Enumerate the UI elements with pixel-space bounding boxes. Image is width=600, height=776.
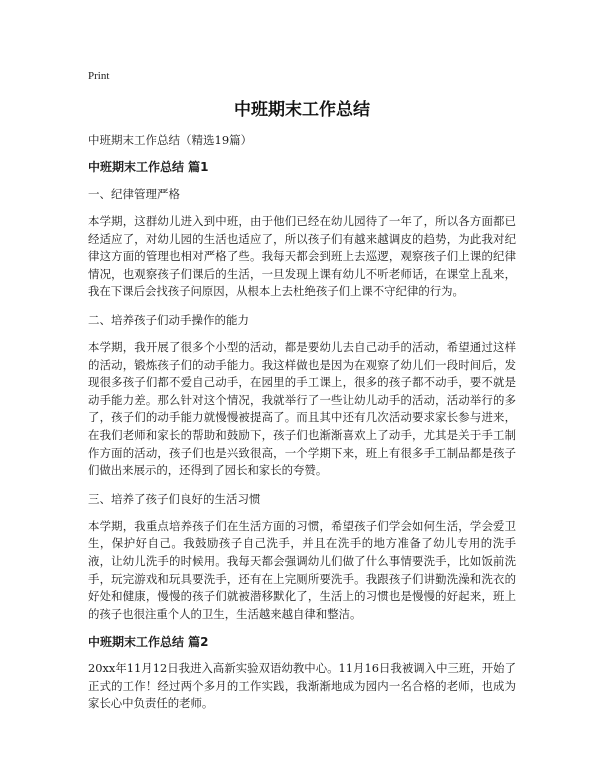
sub-heading: 二、培养孩子们动手操作的能力 xyxy=(88,312,249,327)
section-heading: 中班期末工作总结 篇2 xyxy=(88,635,209,650)
section-2 xyxy=(88,633,516,713)
paragraph: 本学期，我开展了很多个小型的活动，都是要幼儿去自己动手的活动，希望通过这样的活动，锻炼孩子们的动手能力。我这样做也是因为在观察了幼儿们一段时间后，发现很多孩子们都不爱自己动手，在园里的手工课上，很多的孩子都不动手，要不就是动手能力差。那么针对这个情况，我就举行了一些让幼儿动手的活动，活动举行的多了，孩子们的动手能力就慢慢被提高了。而且其中还有几次活动要求家长参与进来，在我们老师和家长的帮助和鼓励下，孩子们也渐渐喜欢上了动手，尤其是关于手工制作方面的活动，孩子们也是兴致很高，一个学期下来，班上有很多手工制品都是孩子们做出来展示的，还得到了园长和家长的夸赞。 xyxy=(88,339,516,478)
section-heading: 中班期末工作总结 篇1 xyxy=(88,160,209,174)
sub-heading: 三、培养了孩子们良好的生活习惯 xyxy=(88,491,261,506)
paragraph: 本学期，这群幼儿进入到中班，由于他们已经在幼儿园待了一年了，所以各方面都已经适应了，对幼儿园的生活也适应了，所以孩子们有越来越调皮的趋势，为此我对纪律这方面的管理也相对严格了些。我每天都会到班上去巡逻，观察孩子们上课的纪律情况，也观察孩子们课后的生活，一旦发现上课有幼儿不听老师话，在课堂上乱来，我在下课后会找孩子问原因，从根本上去杜绝孩子们上课不守纪律的行为。 xyxy=(88,214,516,299)
document-subtitle: 中班期末工作总结（精选19篇） xyxy=(88,133,253,147)
paragraph: 本学期，我重点培养孩子们在生活方面的习惯，希望孩子们学会如何生活，学会爱卫生，保护好自己。我鼓励孩子自己洗手，并且在洗手的地方准备了幼儿专用的洗手液，让幼儿洗手的时候用。我每天都会强调幼儿们做了什么事情要洗手，比如饭前洗手，玩完游戏和玩具要洗手，还有在上完厕所要洗手。我跟孩子们讲勤洗澡和洗衣的好处和健康，慢慢的孩子们就被潜移默化了，生活上的习惯也是慢慢的好起来，班上的孩子也很注重个人的卫生，生活越来越自律和整洁。 xyxy=(88,518,516,621)
paragraph: 20xx年11月12日我进入高新实验双语幼教中心。11月16日我被调入中三班，开始了正式的工作！经过两个多月的工作实践，我渐渐地成为园内一名合格的老师，也成为家长心中负责任的老师。 xyxy=(88,661,516,711)
document-body xyxy=(88,131,516,723)
section-1 xyxy=(88,158,516,623)
page-title: 中班期末工作总结 xyxy=(234,100,370,120)
sub-heading: 一、纪律管理严格 xyxy=(88,187,180,201)
print-link[interactable]: Print xyxy=(88,70,110,82)
